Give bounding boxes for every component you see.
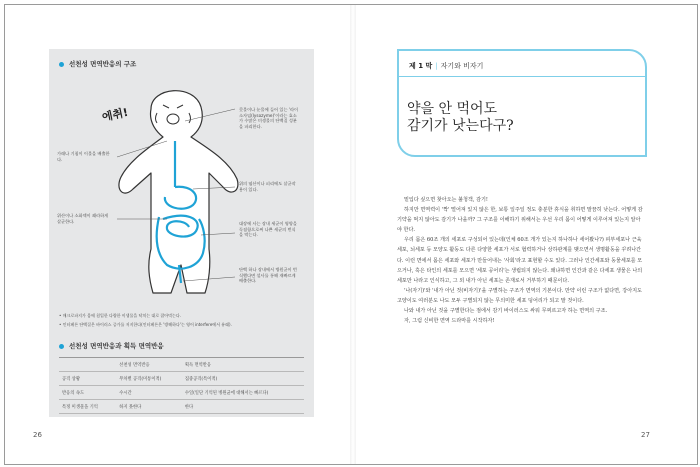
chapter-name: 자기와 비자기 — [440, 62, 484, 70]
body-text — [397, 195, 643, 326]
note-interferon: • 인터페론 단백질은 바이러스 증가를 저지한다(인터페론은 '방해하다'는 영어 interfere에서 유래). — [59, 322, 232, 327]
title-line-2: 감기가 낫는다구? — [407, 118, 514, 134]
bullet-icon — [59, 62, 64, 67]
immune-comparison-table — [59, 357, 304, 414]
table-row — [59, 400, 304, 414]
page-number-left: 26 — [33, 431, 42, 439]
table-cell: 수일(일단 기억된 병원균에 대해서는 빠르다) — [182, 386, 304, 400]
page-title — [407, 101, 514, 135]
table-header-row — [59, 358, 304, 372]
table-row — [59, 386, 304, 400]
annotation-diarrhea: 단백 하나 장내에서 병원균이 번식했다면 설사를 통해 재빠르게 배출한다. — [239, 267, 297, 284]
book-spread — [4, 4, 698, 465]
table-header-cell — [59, 358, 116, 372]
table-cell: 특정 미생물을 기억 — [59, 400, 116, 414]
paragraph: '나(자기)'와 '내가 아닌 것(비자기)'을 구별하는 구조가 면역의 기본이다. 만약 이런 구조가 없다면, 강아지도 고양이도 여러분도 나도 모두 구별되지 않는 무의미한 세포 덩어리가 되고 말 것이다. — [397, 287, 642, 304]
table-row — [59, 372, 304, 386]
table-header-cell: 선천성 면역반응 — [116, 358, 182, 372]
book-gutter — [350, 5, 356, 464]
annotation-gut-bacteria: 대장에 사는 장내 세균이 영양을 독점함으로써 나쁜 세균의 번식을 막는다. — [239, 221, 297, 238]
table-cell: 반응의 속도 — [59, 386, 116, 400]
table-cell: 집중공격(특이적) — [182, 372, 304, 386]
annotation-cough: 가래나 기침이 이물을 배출한다. — [57, 151, 110, 162]
table-header-cell: 획득 면역반응 — [182, 358, 304, 372]
chapter-number: 제 1 막 — [409, 62, 433, 70]
chapter-divider — [399, 76, 645, 77]
paragraph: 자, 그럼 신비한 면역 드라마를 시작하자! — [404, 318, 495, 325]
section2-heading — [59, 341, 164, 350]
page-number-right: 27 — [641, 431, 650, 439]
table-cell: 공격 상황 — [59, 372, 116, 386]
annotation-lysozyme: 콧물이나 눈물에 들어 있는 '라이소자임(lysozyme)'이라는 효소가 수많은 미생물의 단백질 성분을 파괴한다. — [239, 107, 299, 129]
section2-title: 선천성 면역반응과 획득 면역반응 — [69, 342, 164, 350]
annotation-digestive-juice: 위산이나 소화액이 쾌라하게 살균한다. — [57, 213, 109, 224]
title-line-1: 약을 안 먹어도 — [407, 101, 498, 117]
section1-title: 선천성 면역반응의 구조 — [69, 60, 137, 68]
annotation-stomach-acid: 위의 염산이나 피리에도 살균작용이 있다. — [239, 181, 296, 192]
chapter-label: 제 1 막 | 자기와 비자기 — [409, 62, 484, 70]
table-cell: 무차별 공격(미통이적) — [116, 372, 182, 386]
table-cell: 수시간 — [116, 386, 182, 400]
table-cell: 한다 — [182, 400, 304, 414]
bullet-icon — [59, 344, 64, 349]
paragraph: 나와 내가 아닌 것을 구별한다는 점에서 감기 바이러스도 싸워 무찌르고자 하는 면역의 구조. — [404, 308, 608, 315]
paragraph: 밑입다 싶으면 찾아오는 불청객, 감기! — [404, 197, 488, 203]
sneeze-shout: 에취! — [100, 105, 130, 124]
note-macrophage: • 매크로파지가 몸에 침입한 다량한 이생물을 닥치는 대로 잡아먹는다. — [59, 313, 181, 318]
section1-heading — [59, 59, 136, 68]
table-cell: 하지 못한다 — [116, 400, 182, 414]
chapter-title-box — [397, 49, 647, 157]
paragraph: 우리 몸은 60조 개의 세포로 구성되어 있는데(인체 60조 개가 있는지 하나하나 세어봤나?) 피부세포나 근육세포, 뇌세포 등 모양도 활동도 다른 다양한 세포가 서로 협력하거나 상하관계를 맺으면서 생명활동을 꾸려나간다. 이런 면에서 몸은 세포와 세포가 만들어내는 '사회'라고 표현할 수도 있다. 그러나 인간세포와 동물세포를 모으거나, 혹은 타인의 세포를 모으면 '세포 공어리'는 생립되지 않는다. 왜냐하면 인간과 같은 다세포 생물은 나의 세포만 나라고 인식하고, 그 외 내가 아닌 세포는 존재로서 거부하기 때문이다. — [397, 237, 643, 284]
immune-info-panel — [49, 49, 314, 417]
paragraph: 하지만 면역력이 '짝' 떨어져 있지 않은 한, 보통 일주일 정도 충분한 휴식을 취하면 말끔히 낫는다. 어떻게 감기약을 먹지 않아도 감기가 나을까? 그 구조를 이해하기 위해서는 우선 우리 몸이 어떻게 이루어져 있는지 알아야 한다. — [397, 207, 643, 234]
